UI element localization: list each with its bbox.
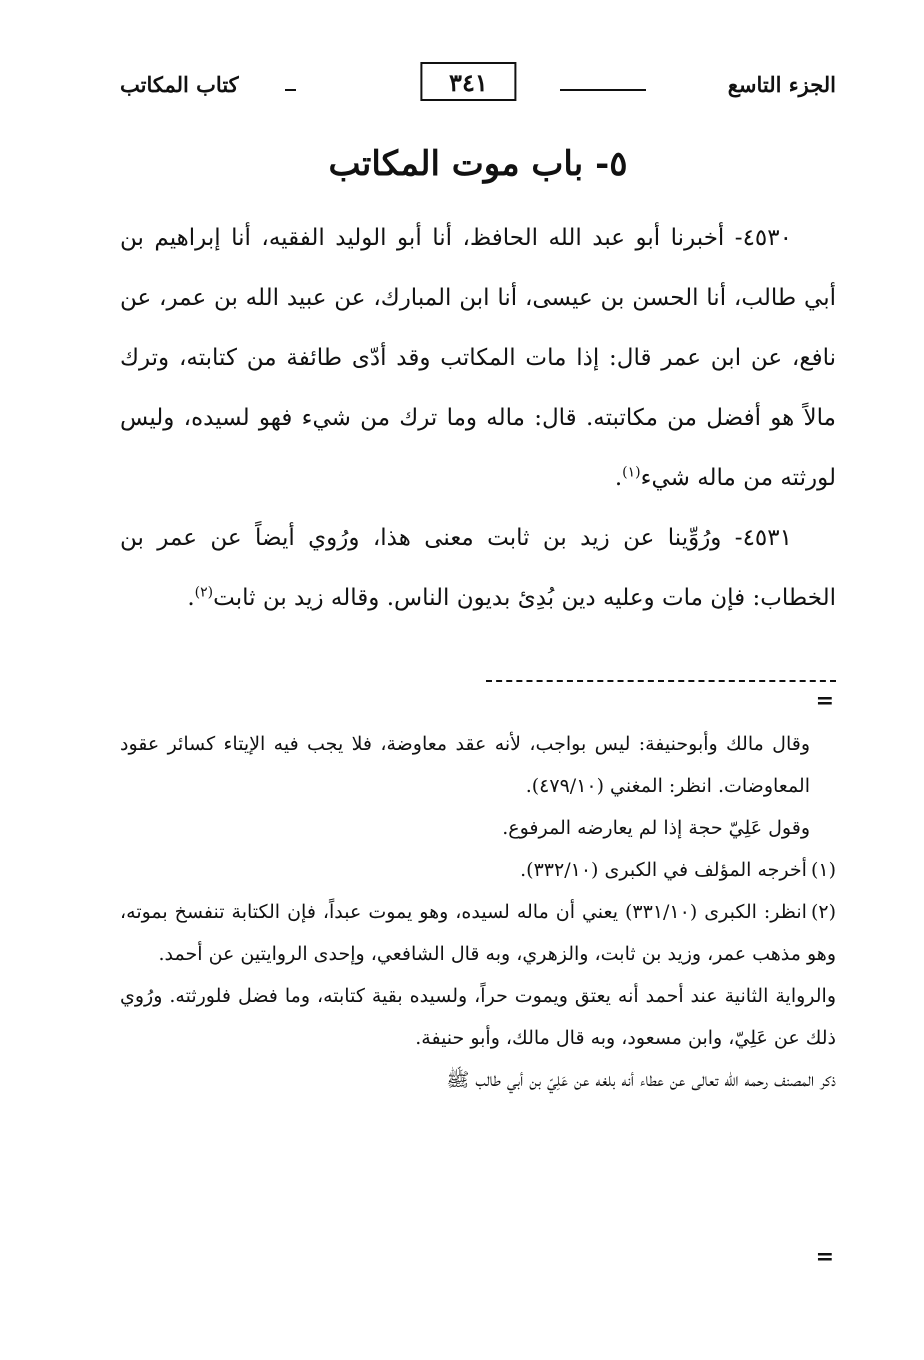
footnote-text: انظر: الكبرى (٣٣١/١٠) يعني أن ماله لسيده، وهو يموت عبداً، فإن الكتابة تنفسخ بموته، وهو مذهب عمر، وزيد بن ثابت، والزهري، وبه قال الشافعي، وإحدى الروايتين عن أحمد.: [120, 901, 836, 965]
footnote-label: (١): [810, 859, 836, 881]
chapter-title: ٥- باب موت المكاتب: [328, 144, 628, 184]
footnote-tail-line: ذكر المصنف رحمه الله تعالى عن عطاء أنه بلغه عن عَلِيّ بن أبي طالب ﷺ: [446, 1069, 836, 1091]
header-rule-left: [285, 89, 296, 91]
continuation-mark-top: =: [815, 688, 834, 714]
header-volume: [728, 72, 836, 97]
footnotes: [120, 723, 836, 1101]
footnote-2: [120, 891, 836, 975]
main-text: [120, 208, 836, 628]
continuation-mark-bottom: =: [815, 1244, 834, 1270]
paragraph-text: ٤٥٣٠- أخبرنا أبو عبد الله الحافظ، أنا أبو الوليد الفقيه، أنا إبراهيم بن أبي طالب، أنا الحسن بن عيسى، أنا ابن المبارك، عن عبيد الله بن عمر، عن نافع، عن ابن عمر قال: إذا مات المكاتب وقد أدّى طائفة من كتابته، وترك مالاً هو أفضل من مكاتبته. قال: ماله وما ترك من شيء فهو لسيده، وليس لورثته من ماله شيء: [120, 225, 836, 491]
footnote-ref[interactable]: (٢): [194, 584, 214, 601]
footnote-label: (٢): [810, 901, 836, 923]
footnote-ref[interactable]: (١): [622, 464, 641, 481]
footnote-continued-line: وقول عَلِيّ حجة إذا لم يعارضه المرفوع.: [502, 817, 810, 839]
running-header: [120, 58, 836, 118]
header-rule-right: [560, 89, 646, 91]
page-number-box: [420, 62, 516, 101]
paragraph-text: ٤٥٣١- ورُوِّينا عن زيد بن ثابت معنى هذا، ورُوي أيضاً عن عمر بن الخطاب: فإن مات وعليه دين بُدِئ بديون الناس. وقاله زيد بن ثابت: [120, 525, 836, 611]
paragraph-end: .: [614, 465, 623, 491]
paragraph-end: .: [187, 585, 195, 611]
footnote-continued-line: وقال مالك وأبوحنيفة: ليس بواجب، لأنه عقد معاوضة، فلا يجب فيه الإيتاء كسائر عقود المعاوضات. انظر: المغني (٤٧٩/١٠).: [120, 733, 810, 797]
footnote-separator: [486, 680, 836, 682]
footnote-tail-line: والرواية الثانية عند أحمد أنه يعتق ويموت حراً، ولسيده بقية كتابته، وما فضل فلورثته. ورُوي ذلك عن عَلِيّ، وابن مسعود، وبه قال مالك، وأبو حنيفة.: [120, 985, 836, 1049]
footnote-1: [120, 849, 836, 891]
header-book-label: كتاب المكاتب: [120, 72, 239, 97]
hadith-paragraph: [120, 208, 836, 508]
document-page: [120, 58, 836, 1320]
header-volume-label: الجزء التاسع: [727, 72, 836, 97]
header-book: [120, 72, 239, 97]
footnote-text: أخرجه المؤلف في الكبرى (٣٣٢/١٠).: [520, 859, 807, 881]
hadith-paragraph: [120, 508, 836, 628]
page-number: ٣٤١: [449, 68, 488, 97]
